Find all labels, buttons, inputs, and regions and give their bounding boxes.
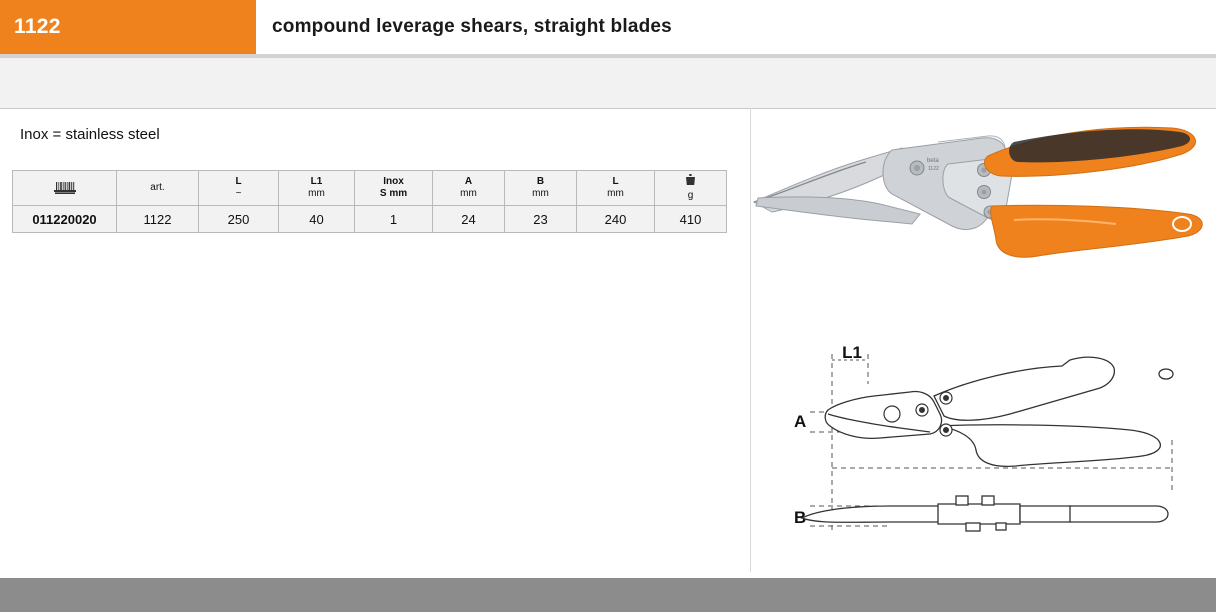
cell-A: 24 [433,206,505,233]
content-column-divider [750,108,751,578]
table-row [13,206,727,233]
weight-icon [685,177,696,189]
column-header-L-tilde [199,171,279,206]
cell-weight: 410 [655,206,727,233]
cell-L-tilde: 250 [199,206,279,233]
column-header-L [577,171,655,206]
column-header-L-main: L [612,176,619,188]
column-header-B-sub: mm [532,187,549,199]
column-header-inox-sub: S mm [379,187,408,199]
column-header-B-main: B [536,176,545,188]
product-photo [752,120,1208,280]
specification-table [12,170,727,233]
column-header-L-tilde-sub: ~ [235,187,242,199]
drawing-label-L1: L1 [842,343,862,362]
cell-L: 240 [577,206,655,233]
column-header-art [117,171,199,206]
page-title: compound leverage shears, straight blades [272,16,672,37]
column-header-inox [355,171,433,206]
cell-L1: 40 [279,206,355,233]
column-header-L1-main: L1 [310,176,323,188]
column-header-L1 [279,171,355,206]
column-header-A-sub: mm [460,187,477,199]
subheader-rule [0,108,1216,109]
table-header-row [13,171,727,206]
header-code-badge [0,0,256,54]
column-header-inox-main: Inox [383,176,404,188]
svg-text:beta: beta [927,158,939,164]
technical-drawing [770,340,1190,555]
column-header-A-main: A [464,176,473,188]
subheader-strip [0,58,1216,108]
page-footer [0,578,1216,612]
column-header-L1-sub: mm [308,187,325,199]
inox-note: Inox = stainless steel [20,126,160,143]
column-header-L-sub: mm [607,187,624,199]
column-header-L-tilde-main: L [235,176,242,188]
cell-art: 1122 [117,206,199,233]
column-header-weight [655,171,727,206]
svg-text:1122: 1122 [928,166,939,172]
cell-B: 23 [505,206,577,233]
barcode-icon [17,181,112,195]
cell-code: 011220020 [13,206,117,233]
header-code-text: 1122 [14,15,61,38]
column-header-art-label: art. [150,181,165,193]
column-header-code [13,171,117,206]
column-header-B [505,171,577,206]
cell-inox-s: 1 [355,206,433,233]
page-header [0,0,1216,54]
drawing-label-B: B [794,508,807,527]
drawing-label-A: A [794,412,807,431]
column-header-A [433,171,505,206]
column-header-weight-unit: g [687,189,694,201]
